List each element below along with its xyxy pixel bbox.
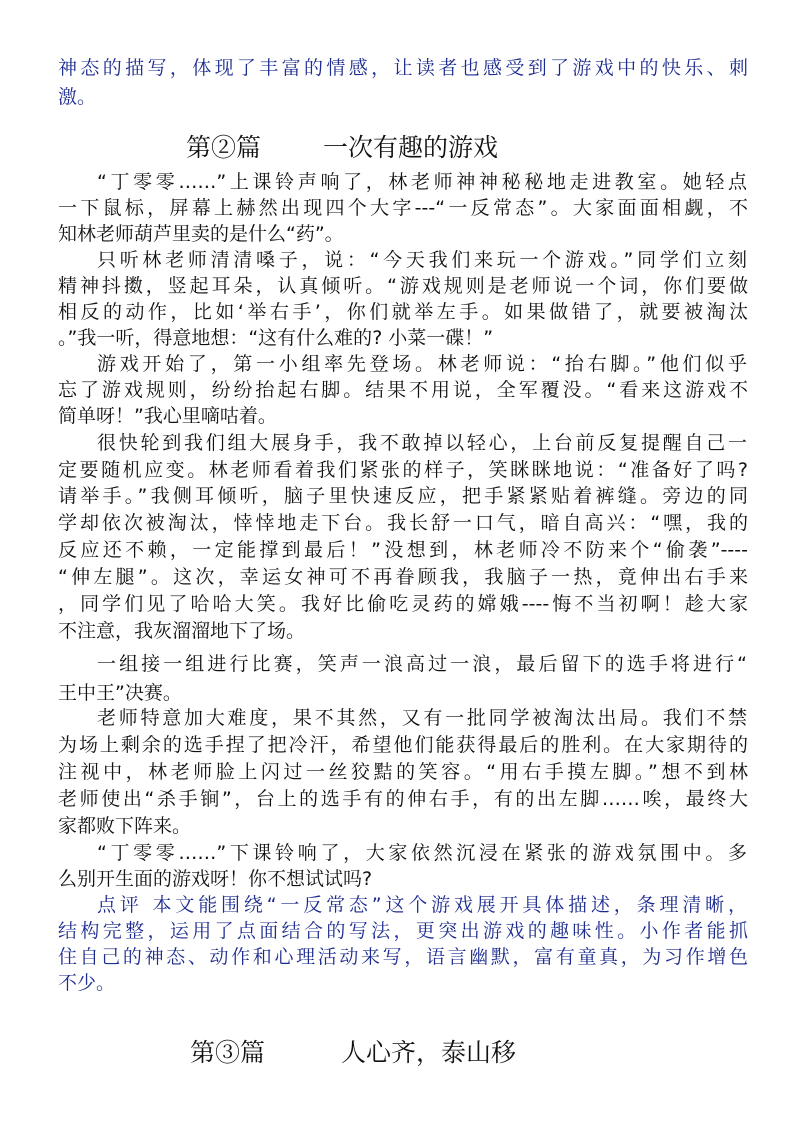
paragraph-line: 不注意，我灰溜溜地下了场。 <box>58 620 306 642</box>
article-2-title <box>186 132 498 164</box>
paragraph-line: 一组接一组进行比赛，笑声一浪高过一浪，最后留下的选手将进行“ <box>97 653 747 675</box>
paragraph-line: 简单呀！”我心里嘀咕着。 <box>58 405 277 427</box>
paragraph-line: 游戏开始了，第一小组率先登场。林老师说：“抬右脚。”他们似乎 <box>97 353 747 375</box>
paragraph-line: 王中王”决赛。 <box>58 682 182 704</box>
comment-line: 住自己的神态、动作和心理活动来写，语言幽默，富有童真，为习作增色 <box>58 946 748 968</box>
paragraph-line: 老师使出“杀手锏”，台上的选手有的伸右手，有的出左脚……唉，最终大 <box>58 788 748 810</box>
article-2-number: 第②篇 <box>186 133 262 162</box>
paragraph-line: 只听林老师清清嗓子，说：“今天我们来玩一个游戏。”同学们立刻 <box>97 249 747 271</box>
article-3-title <box>190 1037 516 1069</box>
paragraph-line: “丁零零……”下课铃响了，大家依然沉浸在紧张的游戏氛围中。多 <box>97 842 747 864</box>
paragraph-line: 请举手。”我侧耳倾听，脑子里快速反应，把手紧紧贴着裤缝。旁边的同 <box>58 485 748 507</box>
paragraph-line: 学却依次被淘汰，悻悻地走下台。我长舒一口气，暗自高兴：“嘿，我的 <box>58 512 748 534</box>
paragraph-line: 知林老师葫芦里卖的是什么“药”。 <box>58 223 344 245</box>
article-3-number: 第③篇 <box>190 1038 266 1067</box>
comment-line: 点评 本文能围绕“一反常态”这个游戏展开具体描述，条理清晰， <box>97 894 747 916</box>
paragraph-line: 家都败下阵来。 <box>58 815 192 837</box>
comment-line: 不少。 <box>58 972 116 994</box>
paragraph-line: ，同学们见了哈哈大笑。我好比偷吃灵药的嫦娥----悔不当初啊！趁大家 <box>58 593 748 615</box>
comment-line: 结构完整，运用了点面结合的写法，更突出游戏的趣味性。小作者能抓 <box>58 920 748 942</box>
paragraph-line: 为场上剩余的选手捏了把冷汗，希望他们能获得最后的胜利。在大家期待的 <box>58 734 748 756</box>
paragraph-line: 注视中，林老师脸上闪过一丝狡黠的笑容。“用右手摸左脚。”想不到林 <box>58 761 748 783</box>
intro-line: 神态的描写，体现了丰富的情感，让读者也感受到了游戏中的快乐、刺 <box>58 57 748 79</box>
paragraph-line: 精神抖擞，竖起耳朵，认真倾听。“游戏规则是老师说一个词，你们要做 <box>58 275 748 297</box>
paragraph-line: 反应还不赖，一定能撑到最后！”没想到，林老师冷不防来个“偷袭”---- <box>58 539 748 561</box>
article-2-heading: 一次有趣的游戏 <box>323 133 499 162</box>
intro-line: 激。 <box>58 86 97 108</box>
paragraph-line: “伸左腿”。这次，幸运女神可不再眷顾我，我脑子一热，竟伸出右手来 <box>58 566 748 588</box>
paragraph-line: 么别开生面的游戏呀！你不想试试吗? <box>58 868 373 890</box>
paragraph-line: 一下鼠标，屏幕上赫然出现四个大字---“一反常态”。大家面面相觑，不 <box>58 197 748 219</box>
paragraph-line: “丁零零……”上课铃声响了，林老师神神秘秘地走进教室。她轻点 <box>97 171 747 193</box>
paragraph-line: 很快轮到我们组大展身手，我不敢掉以轻心，上台前反复提醒自己一 <box>97 432 747 454</box>
paragraph-line: 定要随机应变。林老师看着我们紧张的样子，笑眯眯地说：“准备好了吗? <box>58 459 748 481</box>
paragraph-line: 。”我一听，得意地想：“这有什么难的? 小菜一碟！” <box>58 327 494 349</box>
paragraph-line: 相反的动作，比如‘举右手’，你们就举左手。如果做错了，就要被淘汰 <box>58 301 748 323</box>
paragraph-line: 忘了游戏规则，纷纷抬起右脚。结果不用说，全军覆没。“看来这游戏不 <box>58 379 748 401</box>
article-3-heading: 人心齐，泰山移 <box>341 1038 517 1067</box>
paragraph-line: 老师特意加大难度，果不其然，又有一批同学被淘汰出局。我们不禁 <box>97 707 747 729</box>
